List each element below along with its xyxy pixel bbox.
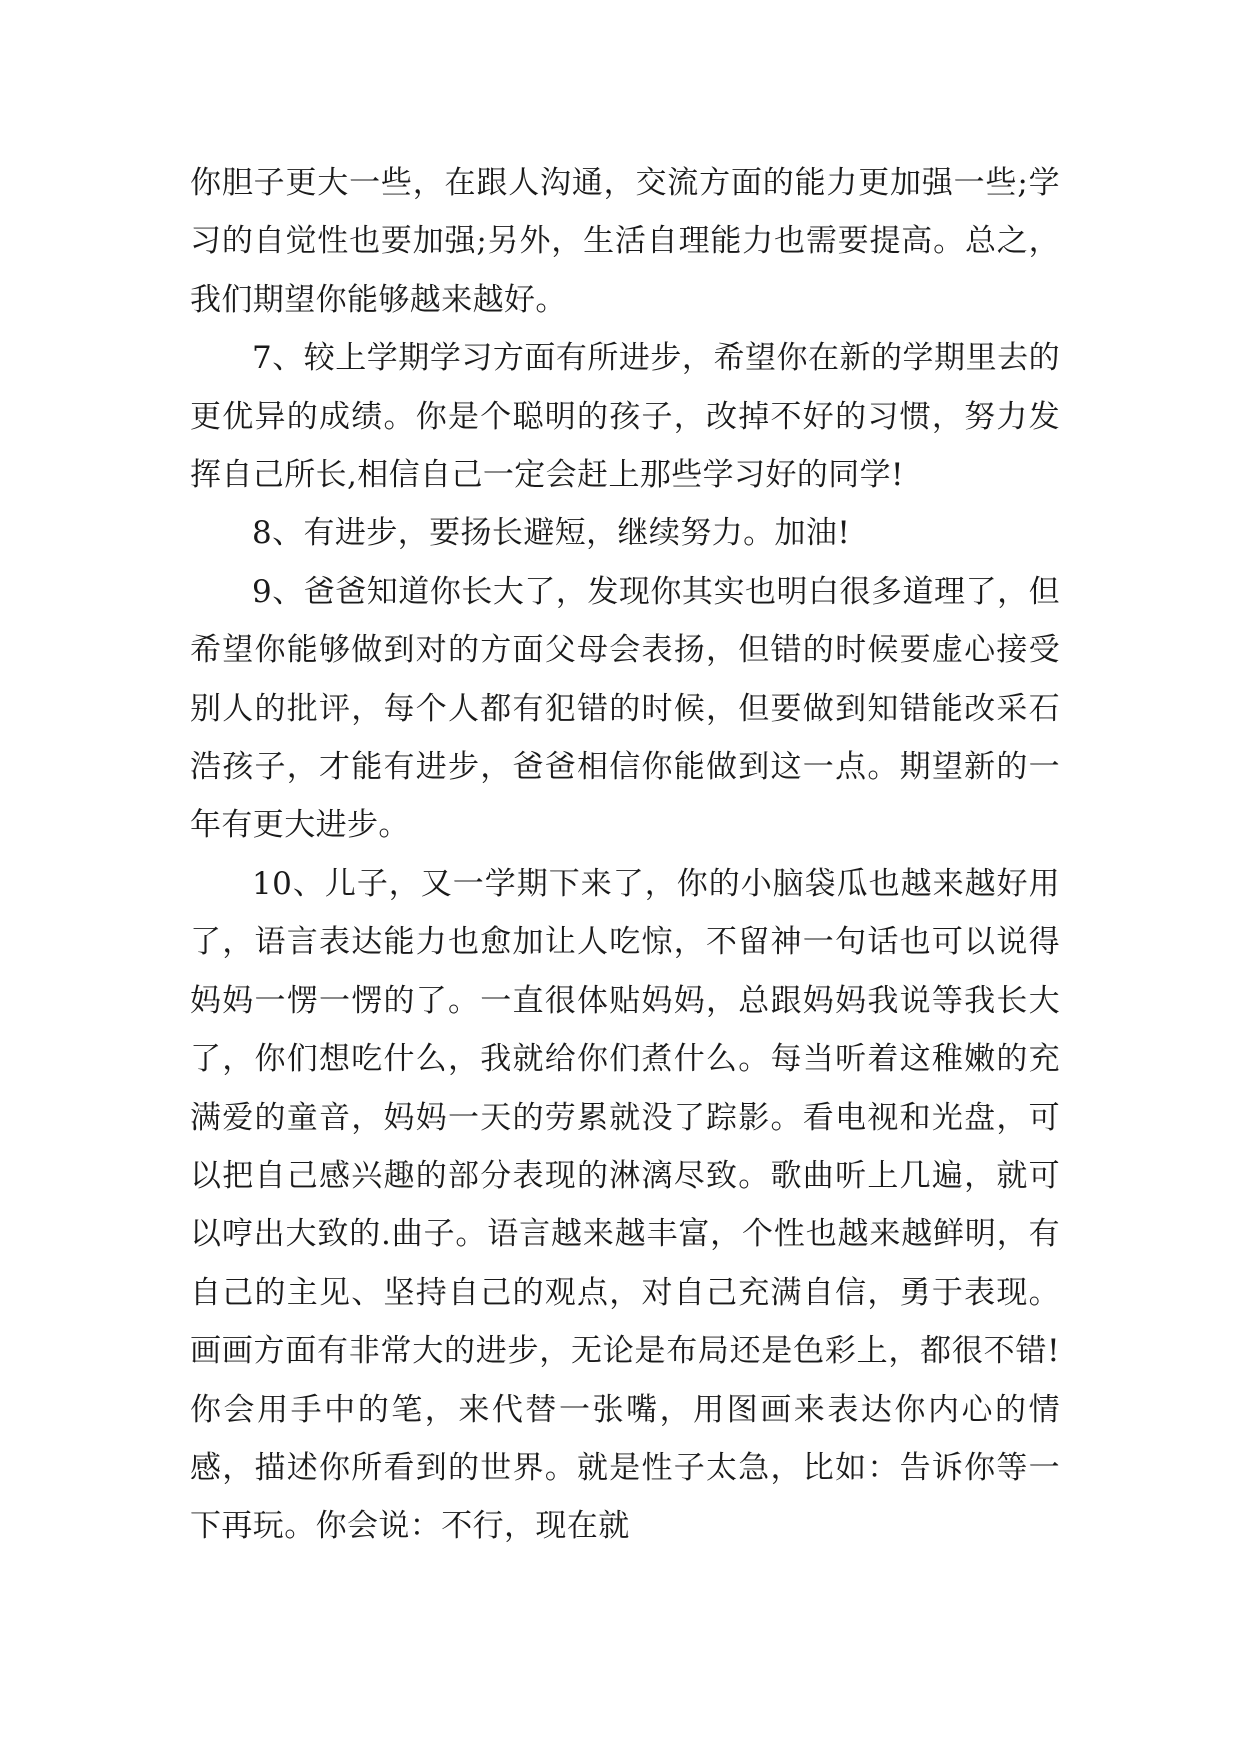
paragraph-continued: 你胆子更大一些，在跟人沟通，交流方面的能力更加强一些;学习的自觉性也要加强;另外，生活自理能力也需要提高。总之，我们期望你能够越来越好。 (190, 165, 1060, 318)
paragraph-item-10: 10、儿子，又一学期下来了，你的小脑袋瓜也越来越好用了，语言表达能力也愈加让人吃惊，不留神一句话也可以说得妈妈一愣一愣的了。一直很体贴妈妈，总跟妈妈我说等我长大了，你们想吃什么，我就给你们煮什么。每当听着这稚嫩的充满爱的童音，妈妈一天的劳累就没了踪影。看电视和光盘，可以把自己感兴趣的部分表现的淋漓尽致。歌曲听上几遍，就可以哼出大致的.曲子。语言越来越丰富，个性也越来越鲜明，有自己的主见、坚持自己的观点，对自己充满自信，勇于表现。画画方面有非常大的进步，无论是布局还是色彩上，都很不错!你会用手中的笔，来代替一张嘴，用图画来表达你内心的情感，描述你所看到的世界。就是性子太急，比如：告诉你等一下再玩。你会说：不行，现在就 (190, 865, 1060, 1545)
paragraph-item-7: 7、较上学期学习方面有所进步，希望你在新的学期里去的更优异的成绩。你是个聪明的孩子，改掉不好的习惯，努力发挥自己所长,相信自己一定会赶上那些学习好的同学! (190, 340, 1060, 494)
document-body (190, 154, 1060, 1556)
paragraph-item-9: 9、爸爸知道你长大了，发现你其实也明白很多道理了，但希望你能够做到对的方面父母会表扬，但错的时候要虚心接受别人的批评，每个人都有犯错的时候，但要做到知错能改采石浩孩子，才能有进步，爸爸相信你能做到这一点。期望新的一年有更大进步。 (190, 573, 1060, 844)
paragraph-item-8: 8、有进步，要扬长避短，继续努力。加油! (252, 515, 851, 552)
